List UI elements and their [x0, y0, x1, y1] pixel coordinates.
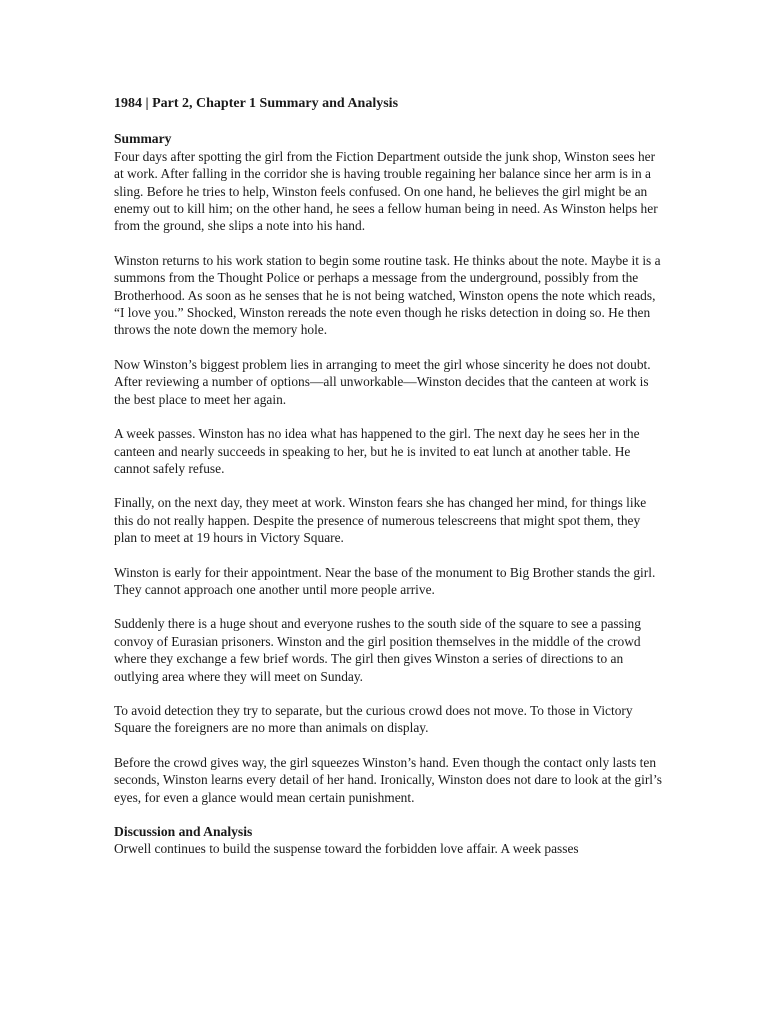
- analysis-heading: Discussion and Analysis: [114, 824, 253, 839]
- summary-paragraph: To avoid detection they try to separate, but the curious crowd does not move. To those in Victory Square the foreigners are no more than animals on display.: [114, 702, 633, 736]
- summary-paragraph: Before the crowd gives way, the girl squeezes Winston’s hand. Even though the contact only lasts ten seconds, Winston learns every detail of her hand. Ironically, Winston does not dare to look at the girl’s eyes, for even a glance would mean certain punishment.: [114, 754, 662, 805]
- document-title: 1984 | Part 2, Chapter 1 Summary and Analysis: [114, 96, 399, 111]
- summary-paragraph: Finally, on the next day, they meet at work. Winston fears she has changed her mind, for things like this do not really happen. Despite the presence of numerous telescreens that might spot them, they plan to meet at 19 hours in Victory Square.: [114, 495, 647, 546]
- summary-paragraph: Suddenly there is a huge shout and everyone rushes to the south side of the square to see a passing convoy of Eurasian prisoners. Winston and the girl position themselves in the middle of the crowd where they exchange a few brief words. The girl then gives Winston a series of directions to an outlying area where they will meet on Sunday.: [114, 616, 641, 684]
- summary-paragraph: Now Winston’s biggest problem lies in arranging to meet the girl whose sincerity he does not doubt. After reviewing a number of options—all unworkable—Winston decides that the canteen at work is the best place to meet her again.: [114, 356, 651, 407]
- summary-paragraph: A week passes. Winston has no idea what has happened to the girl. The next day he sees her in the canteen and nearly succeeds in speaking to her, but he is invited to eat lunch at another table. He cannot safely refuse.: [114, 426, 640, 476]
- summary-paragraph: Winston returns to his work station to begin some routine task. He thinks about the note. Maybe it is a summons from the Thought Police or perhaps a message from the underground, possibly from the Brotherhood. As soon as he senses that he is not being watched, Winston opens the note which reads, “I love you.” Shocked, Winston rereads the note even though he risks detection in doing so. He then throws the note down the memory hole.: [114, 252, 661, 338]
- summary-heading: Summary: [114, 131, 172, 147]
- document-page: [114, 95, 662, 858]
- analysis-paragraph: Orwell continues to build the suspense toward the forbidden love affair. A week passes: [114, 841, 579, 857]
- summary-paragraph: Winston is early for their appointment. Near the base of the monument to Big Brother stands the girl. They cannot approach one another until more people arrive.: [114, 564, 656, 597]
- summary-paragraph: Four days after spotting the girl from the Fiction Department outside the junk shop, Winston sees her at work. After falling in the corridor she is having trouble regaining her balance since her arm is in a sling. Before he tries to help, Winston feels confused. On one hand, he believes the girl might be an enemy out to kill him; on the other hand, he sees a fellow human being in need. As Winston helps her from the ground, she slips a note into his hand.: [114, 148, 658, 234]
